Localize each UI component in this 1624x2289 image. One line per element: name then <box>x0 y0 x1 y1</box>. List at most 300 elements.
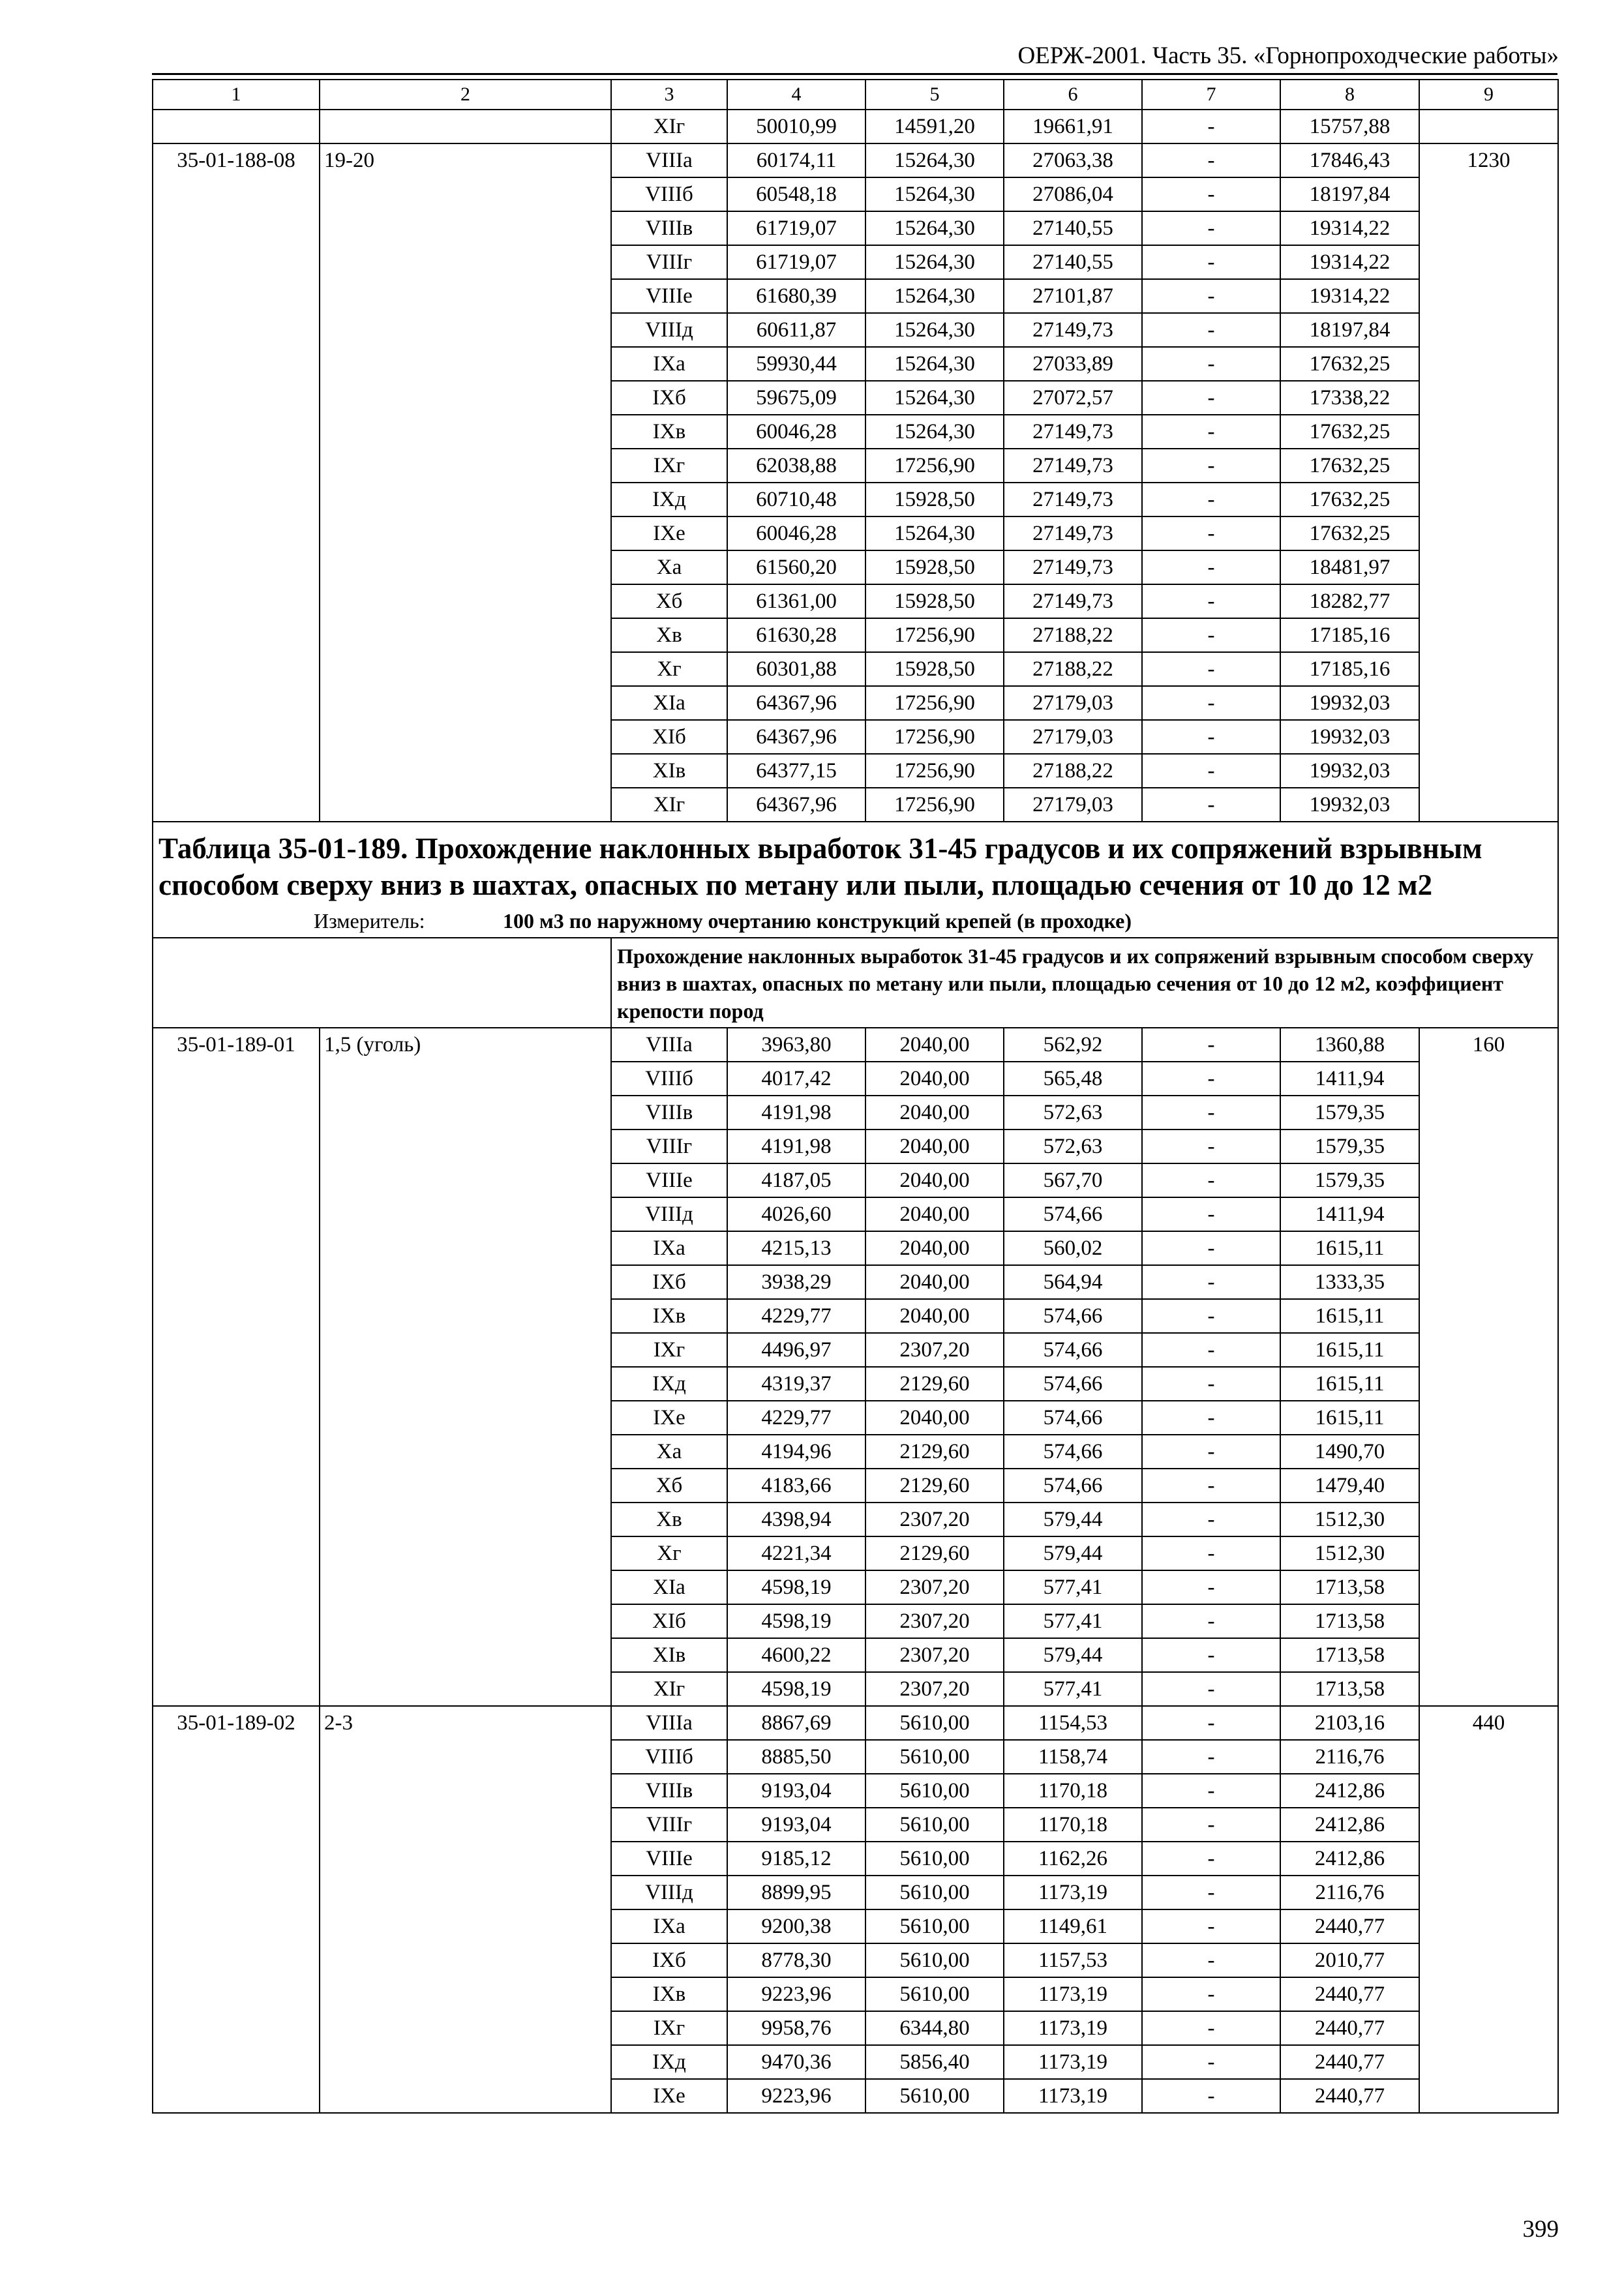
operator-wage-cell: - <box>1142 1197 1280 1231</box>
labor-cost-cell: 5610,00 <box>865 1740 1004 1774</box>
materials-cost-cell: 2440,77 <box>1280 1909 1419 1943</box>
materials-cost-cell: 17632,25 <box>1280 449 1419 483</box>
labor-hours-cell: 440 <box>1419 1706 1558 2113</box>
machines-cost-cell: 579,44 <box>1004 1503 1142 1536</box>
materials-cost-cell: 2116,76 <box>1280 1740 1419 1774</box>
labor-cost-cell: 2040,00 <box>865 1163 1004 1197</box>
running-header: ОЕРЖ-2001. Часть 35. «Горнопроходческие работы» <box>1017 42 1559 69</box>
grade-cell: Xа <box>611 550 727 584</box>
operator-wage-cell: - <box>1142 1469 1280 1503</box>
labor-cost-cell: 2129,60 <box>865 1367 1004 1401</box>
labor-cost-cell: 5856,40 <box>865 2045 1004 2079</box>
total-cost-cell: 4191,98 <box>727 1096 865 1130</box>
labor-cost-cell: 5610,00 <box>865 1943 1004 1977</box>
grade-cell: IXб <box>611 1943 727 1977</box>
labor-cost-cell: 5610,00 <box>865 1876 1004 1909</box>
grade-cell: Xг <box>611 1536 727 1570</box>
total-cost-cell: 60046,28 <box>727 415 865 449</box>
column-number: 2 <box>320 80 611 110</box>
norm-code-cell: 35-01-189-02 <box>153 1706 320 2113</box>
column-number-row <box>153 80 1558 110</box>
machines-cost-cell: 1173,19 <box>1004 2079 1142 2113</box>
total-cost-cell: 59930,44 <box>727 347 865 381</box>
grade-cell: Xв <box>611 618 727 652</box>
labor-cost-cell: 17256,90 <box>865 788 1004 822</box>
materials-cost-cell: 18197,84 <box>1280 177 1419 211</box>
total-cost-cell: 9200,38 <box>727 1909 865 1943</box>
table-row <box>153 110 1558 143</box>
machines-cost-cell: 564,94 <box>1004 1265 1142 1299</box>
operator-wage-cell: - <box>1142 313 1280 347</box>
grade-cell: XIв <box>611 754 727 788</box>
labor-hours-cell <box>1419 110 1558 143</box>
column-number: 4 <box>727 80 865 110</box>
machines-cost-cell: 574,66 <box>1004 1367 1142 1401</box>
grade-cell: XIб <box>611 1604 727 1638</box>
rock-hardness-cell <box>320 110 611 143</box>
total-cost-cell: 4598,19 <box>727 1604 865 1638</box>
materials-cost-cell: 2412,86 <box>1280 1774 1419 1808</box>
operator-wage-cell: - <box>1142 1265 1280 1299</box>
labor-cost-cell: 17256,90 <box>865 754 1004 788</box>
materials-cost-cell: 1479,40 <box>1280 1469 1419 1503</box>
column-number: 8 <box>1280 80 1419 110</box>
operator-wage-cell: - <box>1142 449 1280 483</box>
norm-code-cell: 35-01-188-08 <box>153 143 320 822</box>
section-subtitle-row <box>153 938 1558 1028</box>
column-number: 6 <box>1004 80 1142 110</box>
operator-wage-cell: - <box>1142 1943 1280 1977</box>
labor-cost-cell: 15264,30 <box>865 415 1004 449</box>
grade-cell: VIIIе <box>611 279 727 313</box>
machines-cost-cell: 1154,53 <box>1004 1706 1142 1740</box>
machines-cost-cell: 27149,73 <box>1004 584 1142 618</box>
machines-cost-cell: 572,63 <box>1004 1096 1142 1130</box>
total-cost-cell: 64367,96 <box>727 686 865 720</box>
labor-cost-cell: 5610,00 <box>865 1842 1004 1876</box>
grade-cell: XIг <box>611 1672 727 1706</box>
total-cost-cell: 64367,96 <box>727 720 865 754</box>
materials-cost-cell: 1713,58 <box>1280 1604 1419 1638</box>
operator-wage-cell: - <box>1142 381 1280 415</box>
labor-cost-cell: 2307,20 <box>865 1638 1004 1672</box>
rock-hardness-cell: 2-3 <box>320 1706 611 2113</box>
labor-cost-cell: 15264,30 <box>865 381 1004 415</box>
operator-wage-cell: - <box>1142 788 1280 822</box>
machines-cost-cell: 27149,73 <box>1004 516 1142 550</box>
materials-cost-cell: 17338,22 <box>1280 381 1419 415</box>
total-cost-cell: 62038,88 <box>727 449 865 483</box>
materials-cost-cell: 17632,25 <box>1280 415 1419 449</box>
total-cost-cell: 9958,76 <box>727 2011 865 2045</box>
grade-cell: IXе <box>611 1401 727 1435</box>
total-cost-cell: 8885,50 <box>727 1740 865 1774</box>
labor-cost-cell: 5610,00 <box>865 1706 1004 1740</box>
machines-cost-cell: 27086,04 <box>1004 177 1142 211</box>
total-cost-cell: 9223,96 <box>727 1977 865 2011</box>
materials-cost-cell: 1512,30 <box>1280 1536 1419 1570</box>
column-number: 7 <box>1142 80 1280 110</box>
header-rule <box>152 73 1557 75</box>
labor-cost-cell: 2040,00 <box>865 1130 1004 1163</box>
labor-cost-cell: 5610,00 <box>865 1774 1004 1808</box>
machines-cost-cell: 579,44 <box>1004 1638 1142 1672</box>
grade-cell: VIIIг <box>611 245 727 279</box>
total-cost-cell: 60301,88 <box>727 652 865 686</box>
norms-table <box>152 79 1559 2114</box>
machines-cost-cell: 27072,57 <box>1004 381 1142 415</box>
materials-cost-cell: 1615,11 <box>1280 1299 1419 1333</box>
table-title: Таблица 35-01-189. Прохождение наклонных выработок 31-45 градусов и их сопряжений взрывным способом сверху вниз в шахтах, опасных по метану или пыли, площадью сечения от 10 до 12 м2 <box>158 832 1482 901</box>
materials-cost-cell: 2440,77 <box>1280 1977 1419 2011</box>
total-cost-cell: 60174,11 <box>727 143 865 177</box>
operator-wage-cell: - <box>1142 1909 1280 1943</box>
materials-cost-cell: 17185,16 <box>1280 652 1419 686</box>
labor-cost-cell: 2040,00 <box>865 1299 1004 1333</box>
total-cost-cell: 60046,28 <box>727 516 865 550</box>
total-cost-cell: 3963,80 <box>727 1028 865 1062</box>
labor-cost-cell: 2307,20 <box>865 1503 1004 1536</box>
labor-cost-cell: 2040,00 <box>865 1401 1004 1435</box>
grade-cell: VIIIв <box>611 1096 727 1130</box>
operator-wage-cell: - <box>1142 2079 1280 2113</box>
materials-cost-cell: 2412,86 <box>1280 1808 1419 1842</box>
grade-cell: Xв <box>611 1503 727 1536</box>
labor-hours-cell: 1230 <box>1419 143 1558 822</box>
materials-cost-cell: 19314,22 <box>1280 211 1419 245</box>
labor-cost-cell: 2307,20 <box>865 1570 1004 1604</box>
total-cost-cell: 50010,99 <box>727 110 865 143</box>
materials-cost-cell: 2440,77 <box>1280 2045 1419 2079</box>
machines-cost-cell: 577,41 <box>1004 1672 1142 1706</box>
machines-cost-cell: 27140,55 <box>1004 245 1142 279</box>
total-cost-cell: 61361,00 <box>727 584 865 618</box>
labor-cost-cell: 15264,30 <box>865 313 1004 347</box>
materials-cost-cell: 15757,88 <box>1280 110 1419 143</box>
column-number: 5 <box>865 80 1004 110</box>
materials-cost-cell: 2103,16 <box>1280 1706 1419 1740</box>
machines-cost-cell: 27188,22 <box>1004 618 1142 652</box>
machines-cost-cell: 1173,19 <box>1004 1977 1142 2011</box>
labor-cost-cell: 17256,90 <box>865 618 1004 652</box>
operator-wage-cell: - <box>1142 1808 1280 1842</box>
labor-cost-cell: 15264,30 <box>865 211 1004 245</box>
machines-cost-cell: 27179,03 <box>1004 686 1142 720</box>
operator-wage-cell: - <box>1142 1333 1280 1367</box>
total-cost-cell: 4187,05 <box>727 1163 865 1197</box>
machines-cost-cell: 572,63 <box>1004 1130 1142 1163</box>
machines-cost-cell: 27179,03 <box>1004 720 1142 754</box>
labor-cost-cell: 2040,00 <box>865 1028 1004 1062</box>
materials-cost-cell: 19314,22 <box>1280 245 1419 279</box>
table-caption <box>153 822 1558 938</box>
materials-cost-cell: 1615,11 <box>1280 1401 1419 1435</box>
materials-cost-cell: 1411,94 <box>1280 1062 1419 1096</box>
materials-cost-cell: 1615,11 <box>1280 1231 1419 1265</box>
machines-cost-cell: 27033,89 <box>1004 347 1142 381</box>
operator-wage-cell: - <box>1142 1401 1280 1435</box>
grade-cell: IXд <box>611 483 727 516</box>
materials-cost-cell: 1579,35 <box>1280 1096 1419 1130</box>
grade-cell: XIв <box>611 1638 727 1672</box>
materials-cost-cell: 19932,03 <box>1280 754 1419 788</box>
operator-wage-cell: - <box>1142 1503 1280 1536</box>
operator-wage-cell: - <box>1142 483 1280 516</box>
empty-cell <box>153 938 611 1028</box>
materials-cost-cell: 17632,25 <box>1280 347 1419 381</box>
total-cost-cell: 4598,19 <box>727 1570 865 1604</box>
machines-cost-cell: 574,66 <box>1004 1197 1142 1231</box>
total-cost-cell: 61719,07 <box>727 245 865 279</box>
machines-cost-cell: 27140,55 <box>1004 211 1142 245</box>
labor-cost-cell: 2040,00 <box>865 1197 1004 1231</box>
machines-cost-cell: 27179,03 <box>1004 788 1142 822</box>
total-cost-cell: 60710,48 <box>727 483 865 516</box>
total-cost-cell: 60611,87 <box>727 313 865 347</box>
total-cost-cell: 9193,04 <box>727 1808 865 1842</box>
operator-wage-cell: - <box>1142 652 1280 686</box>
total-cost-cell: 4215,13 <box>727 1231 865 1265</box>
norm-code-cell <box>153 110 320 143</box>
materials-cost-cell: 17632,25 <box>1280 483 1419 516</box>
machines-cost-cell: 565,48 <box>1004 1062 1142 1096</box>
grade-cell: VIIIе <box>611 1842 727 1876</box>
operator-wage-cell: - <box>1142 1774 1280 1808</box>
operator-wage-cell: - <box>1142 1096 1280 1130</box>
grade-cell: IXд <box>611 1367 727 1401</box>
machines-cost-cell: 1173,19 <box>1004 1876 1142 1909</box>
operator-wage-cell: - <box>1142 720 1280 754</box>
materials-cost-cell: 1615,11 <box>1280 1333 1419 1367</box>
grade-cell: XIа <box>611 686 727 720</box>
operator-wage-cell: - <box>1142 279 1280 313</box>
grade-cell: VIIIа <box>611 1706 727 1740</box>
operator-wage-cell: - <box>1142 550 1280 584</box>
grade-cell: IXг <box>611 449 727 483</box>
total-cost-cell: 4319,37 <box>727 1367 865 1401</box>
grade-cell: VIIIа <box>611 143 727 177</box>
labor-cost-cell: 2040,00 <box>865 1265 1004 1299</box>
machines-cost-cell: 567,70 <box>1004 1163 1142 1197</box>
total-cost-cell: 9193,04 <box>727 1774 865 1808</box>
materials-cost-cell: 2440,77 <box>1280 2079 1419 2113</box>
rock-hardness-cell: 1,5 (уголь) <box>320 1028 611 1706</box>
machines-cost-cell: 27101,87 <box>1004 279 1142 313</box>
grade-cell: Xб <box>611 584 727 618</box>
total-cost-cell: 4229,77 <box>727 1401 865 1435</box>
grade-cell: IXб <box>611 1265 727 1299</box>
table-row <box>153 1028 1558 1062</box>
operator-wage-cell: - <box>1142 415 1280 449</box>
grade-cell: VIIIв <box>611 211 727 245</box>
grade-cell: IXа <box>611 347 727 381</box>
norm-code-cell: 35-01-189-01 <box>153 1028 320 1706</box>
grade-cell: XIа <box>611 1570 727 1604</box>
materials-cost-cell: 17632,25 <box>1280 516 1419 550</box>
materials-cost-cell: 2010,77 <box>1280 1943 1419 1977</box>
labor-cost-cell: 5610,00 <box>865 1977 1004 2011</box>
total-cost-cell: 8867,69 <box>727 1706 865 1740</box>
labor-cost-cell: 2040,00 <box>865 1231 1004 1265</box>
machines-cost-cell: 27149,73 <box>1004 449 1142 483</box>
total-cost-cell: 61630,28 <box>727 618 865 652</box>
column-number: 3 <box>611 80 727 110</box>
machines-cost-cell: 1170,18 <box>1004 1774 1142 1808</box>
machines-cost-cell: 574,66 <box>1004 1401 1142 1435</box>
machines-cost-cell: 560,02 <box>1004 1231 1142 1265</box>
labor-cost-cell: 15264,30 <box>865 143 1004 177</box>
total-cost-cell: 3938,29 <box>727 1265 865 1299</box>
grade-cell: VIIIв <box>611 1774 727 1808</box>
labor-cost-cell: 2040,00 <box>865 1062 1004 1096</box>
machines-cost-cell: 27188,22 <box>1004 652 1142 686</box>
total-cost-cell: 59675,09 <box>727 381 865 415</box>
operator-wage-cell: - <box>1142 686 1280 720</box>
labor-cost-cell: 2129,60 <box>865 1469 1004 1503</box>
machines-cost-cell: 1173,19 <box>1004 2045 1142 2079</box>
labor-cost-cell: 15928,50 <box>865 550 1004 584</box>
operator-wage-cell: - <box>1142 1638 1280 1672</box>
grade-cell: IXа <box>611 1231 727 1265</box>
operator-wage-cell: - <box>1142 1604 1280 1638</box>
grade-cell: XIб <box>611 720 727 754</box>
operator-wage-cell: - <box>1142 1706 1280 1740</box>
labor-cost-cell: 5610,00 <box>865 1808 1004 1842</box>
total-cost-cell: 4017,42 <box>727 1062 865 1096</box>
machines-cost-cell: 577,41 <box>1004 1570 1142 1604</box>
materials-cost-cell: 1579,35 <box>1280 1163 1419 1197</box>
table-row <box>153 143 1558 177</box>
operator-wage-cell: - <box>1142 1130 1280 1163</box>
materials-cost-cell: 17846,43 <box>1280 143 1419 177</box>
table-body <box>153 80 1558 2113</box>
operator-wage-cell: - <box>1142 516 1280 550</box>
section-subtitle: Прохождение наклонных выработок 31-45 градусов и их сопряжений взрывным способом сверху вниз в шахтах, опасных по метану или пыли, площадью сечения от 10 до 12 м2, коэффициент крепости пород <box>611 938 1558 1028</box>
grade-cell: VIIIб <box>611 1740 727 1774</box>
grade-cell: IXе <box>611 2079 727 2113</box>
labor-cost-cell: 2040,00 <box>865 1096 1004 1130</box>
grade-cell: IXе <box>611 516 727 550</box>
operator-wage-cell: - <box>1142 1977 1280 2011</box>
labor-cost-cell: 2307,20 <box>865 1604 1004 1638</box>
labor-cost-cell: 5610,00 <box>865 1909 1004 1943</box>
grade-cell: IXд <box>611 2045 727 2079</box>
grade-cell: VIIIд <box>611 1876 727 1909</box>
operator-wage-cell: - <box>1142 754 1280 788</box>
grade-cell: VIIIг <box>611 1130 727 1163</box>
operator-wage-cell: - <box>1142 1163 1280 1197</box>
operator-wage-cell: - <box>1142 1367 1280 1401</box>
grade-cell: VIIIд <box>611 1197 727 1231</box>
materials-cost-cell: 1579,35 <box>1280 1130 1419 1163</box>
total-cost-cell: 9470,36 <box>727 2045 865 2079</box>
grade-cell: IXв <box>611 1977 727 2011</box>
materials-cost-cell: 1713,58 <box>1280 1638 1419 1672</box>
materials-cost-cell: 1333,35 <box>1280 1265 1419 1299</box>
machines-cost-cell: 574,66 <box>1004 1299 1142 1333</box>
materials-cost-cell: 18282,77 <box>1280 584 1419 618</box>
operator-wage-cell: - <box>1142 1536 1280 1570</box>
labor-cost-cell: 15264,30 <box>865 245 1004 279</box>
materials-cost-cell: 1411,94 <box>1280 1197 1419 1231</box>
total-cost-cell: 61719,07 <box>727 211 865 245</box>
operator-wage-cell: - <box>1142 2045 1280 2079</box>
materials-cost-cell: 1615,11 <box>1280 1367 1419 1401</box>
machines-cost-cell: 27149,73 <box>1004 483 1142 516</box>
materials-cost-cell: 17185,16 <box>1280 618 1419 652</box>
grade-cell: IXг <box>611 2011 727 2045</box>
operator-wage-cell: - <box>1142 177 1280 211</box>
grade-cell: VIIIг <box>611 1808 727 1842</box>
table-row <box>153 1706 1558 1740</box>
page-number: 399 <box>1522 2216 1559 2243</box>
total-cost-cell: 64377,15 <box>727 754 865 788</box>
machines-cost-cell: 1157,53 <box>1004 1943 1142 1977</box>
operator-wage-cell: - <box>1142 1299 1280 1333</box>
operator-wage-cell: - <box>1142 618 1280 652</box>
machines-cost-cell: 27149,73 <box>1004 550 1142 584</box>
grade-cell: VIIIд <box>611 313 727 347</box>
operator-wage-cell: - <box>1142 1062 1280 1096</box>
machines-cost-cell: 1173,19 <box>1004 2011 1142 2045</box>
grade-cell: VIIIб <box>611 177 727 211</box>
operator-wage-cell: - <box>1142 1876 1280 1909</box>
operator-wage-cell: - <box>1142 347 1280 381</box>
total-cost-cell: 64367,96 <box>727 788 865 822</box>
total-cost-cell: 60548,18 <box>727 177 865 211</box>
labor-cost-cell: 2307,20 <box>865 1333 1004 1367</box>
labor-cost-cell: 17256,90 <box>865 720 1004 754</box>
rock-hardness-cell: 19-20 <box>320 143 611 822</box>
materials-cost-cell: 18197,84 <box>1280 313 1419 347</box>
materials-cost-cell: 19932,03 <box>1280 720 1419 754</box>
total-cost-cell: 4398,94 <box>727 1503 865 1536</box>
materials-cost-cell: 18481,97 <box>1280 550 1419 584</box>
measure-line <box>314 907 1552 935</box>
machines-cost-cell: 579,44 <box>1004 1536 1142 1570</box>
materials-cost-cell: 19314,22 <box>1280 279 1419 313</box>
materials-cost-cell: 1490,70 <box>1280 1435 1419 1469</box>
labor-cost-cell: 15264,30 <box>865 177 1004 211</box>
grade-cell: Xб <box>611 1469 727 1503</box>
grade-cell: Xа <box>611 1435 727 1469</box>
materials-cost-cell: 1713,58 <box>1280 1672 1419 1706</box>
labor-cost-cell: 2129,60 <box>865 1435 1004 1469</box>
total-cost-cell: 4194,96 <box>727 1435 865 1469</box>
machines-cost-cell: 1149,61 <box>1004 1909 1142 1943</box>
labor-cost-cell: 15264,30 <box>865 279 1004 313</box>
measure-value: 100 м3 по наружному очертанию конструкций крепей (в проходке) <box>503 909 1132 933</box>
machines-cost-cell: 27149,73 <box>1004 415 1142 449</box>
machines-cost-cell: 1158,74 <box>1004 1740 1142 1774</box>
grade-cell: IXб <box>611 381 727 415</box>
machines-cost-cell: 27188,22 <box>1004 754 1142 788</box>
total-cost-cell: 4026,60 <box>727 1197 865 1231</box>
labor-cost-cell: 6344,80 <box>865 2011 1004 2045</box>
total-cost-cell: 4183,66 <box>727 1469 865 1503</box>
labor-cost-cell: 15928,50 <box>865 483 1004 516</box>
total-cost-cell: 9185,12 <box>727 1842 865 1876</box>
operator-wage-cell: - <box>1142 245 1280 279</box>
operator-wage-cell: - <box>1142 143 1280 177</box>
grade-cell: IXв <box>611 415 727 449</box>
operator-wage-cell: - <box>1142 584 1280 618</box>
total-cost-cell: 4191,98 <box>727 1130 865 1163</box>
materials-cost-cell: 1360,88 <box>1280 1028 1419 1062</box>
labor-cost-cell: 15928,50 <box>865 584 1004 618</box>
grade-cell: XIг <box>611 788 727 822</box>
machines-cost-cell: 27149,73 <box>1004 313 1142 347</box>
